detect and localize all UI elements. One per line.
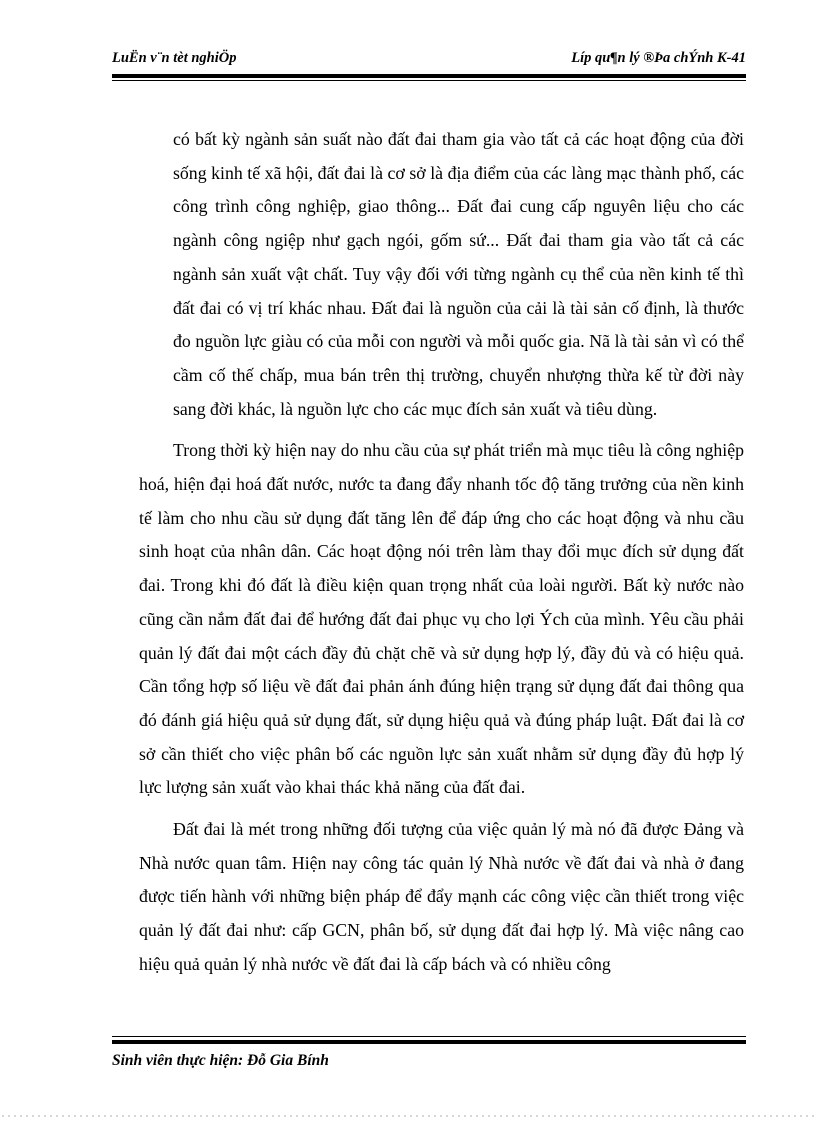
header-class-name: Líp qu¶n lý ®Þa chÝnh K-41 [571,50,746,66]
footer-rule-thick [112,1040,746,1044]
page-header [112,50,746,72]
paragraph-3: Đất đai là mét trong những đối tượng của việc quản lý mà nó đã được Đảng và Nhà nước quan tâm. Hiện nay công tác quản lý Nhà nước về đất đai và nhà ở đang được tiến hành với những biện pháp để đẩy mạnh các công việc cần thiết trong việc quản lý đất đai như: cấp GCN, phân bố, sử dụng đất đai hợp lý. Mà việc nâng cao hiệu quả quản lý nhà nước về đất đai là cấp bách và có nhiều công [139,819,744,974]
header-rule-thin [112,80,746,81]
paragraph-2: Trong thời kỳ hiện nay do nhu cầu của sự phát triển mà mục tiêu là công nghiệp hoá, hiện đại hoá đất nước, nước ta đang đẩy nhanh tốc độ tăng trưởng của nền kinh tế làm cho nhu cầu sử dụng đất tăng lên để đáp ứng cho các hoạt động và nhu cầu sinh hoạt của nhân dân. Các hoạt động nói trên làm thay đổi mục đích sử dụng đất đai. Trong khi đó đất là điều kiện quan trọng nhất của loài người. Bất kỳ nước nào cũng cần nắm đất đai để hướng đất đai phục vụ cho lợi Ých của mình. Yêu cầu phải quản lý đất đai một cách đầy đủ chặt chẽ và sử dụng hợp lý, đầy đủ và có hiệu quả. Cần tổng hợp số liệu về đất đai phản ánh đúng hiện trạng sử dụng đất đai thông qua đó đánh giá hiệu quả sử dụng đất, sử dụng hiệu quả và đúng pháp luật. Đất đai là cơ sở cần thiết cho việc phân bố các nguồn lực sản xuất nhằm sử dụng đầy đủ hợp lý lực lượng sản xuất vào khai thác khả năng của đất đai. [139,440,744,798]
page-body [139,123,744,982]
footer-rule-thin [112,1036,746,1037]
page-edge-dots [0,1114,816,1118]
paragraph-1: có bất kỳ ngành sản suất nào đất đai tham gia vào tất cả các hoạt động của đời sống kinh tế xã hội, đất đai là cơ sở là địa điểm của các làng mạc thành phố, các công trình công nghiệp, giao thông... Đất đai cung cấp nguyên liệu cho các ngành công ngiệp như gạch ngói, gốm sứ... Đất đai tham gia vào tất cả các ngành sản xuất vật chất. Tuy vậy đối với từng ngành cụ thể của nền kinh tế thì đất đai có vị trí khác nhau. Đất đai là nguồn của cải là tài sản cố định, là thước đo nguồn lực giàu có của mỗi con người và mỗi quốc gia. Nã là tài sản vì có thể cầm cố thế chấp, mua bán trên thị trường, chuyển nhượng thừa kế từ đời này sang đời khác, là nguồn lực cho các mục đích sản xuất và tiêu dùng. [173,129,744,419]
page-footer: Sinh viên thực hiện: Đỗ Gia Bính [112,1052,329,1069]
header-thesis-title: LuËn v¨n tèt nghiÖp [112,50,237,66]
header-rule-thick [112,74,746,78]
